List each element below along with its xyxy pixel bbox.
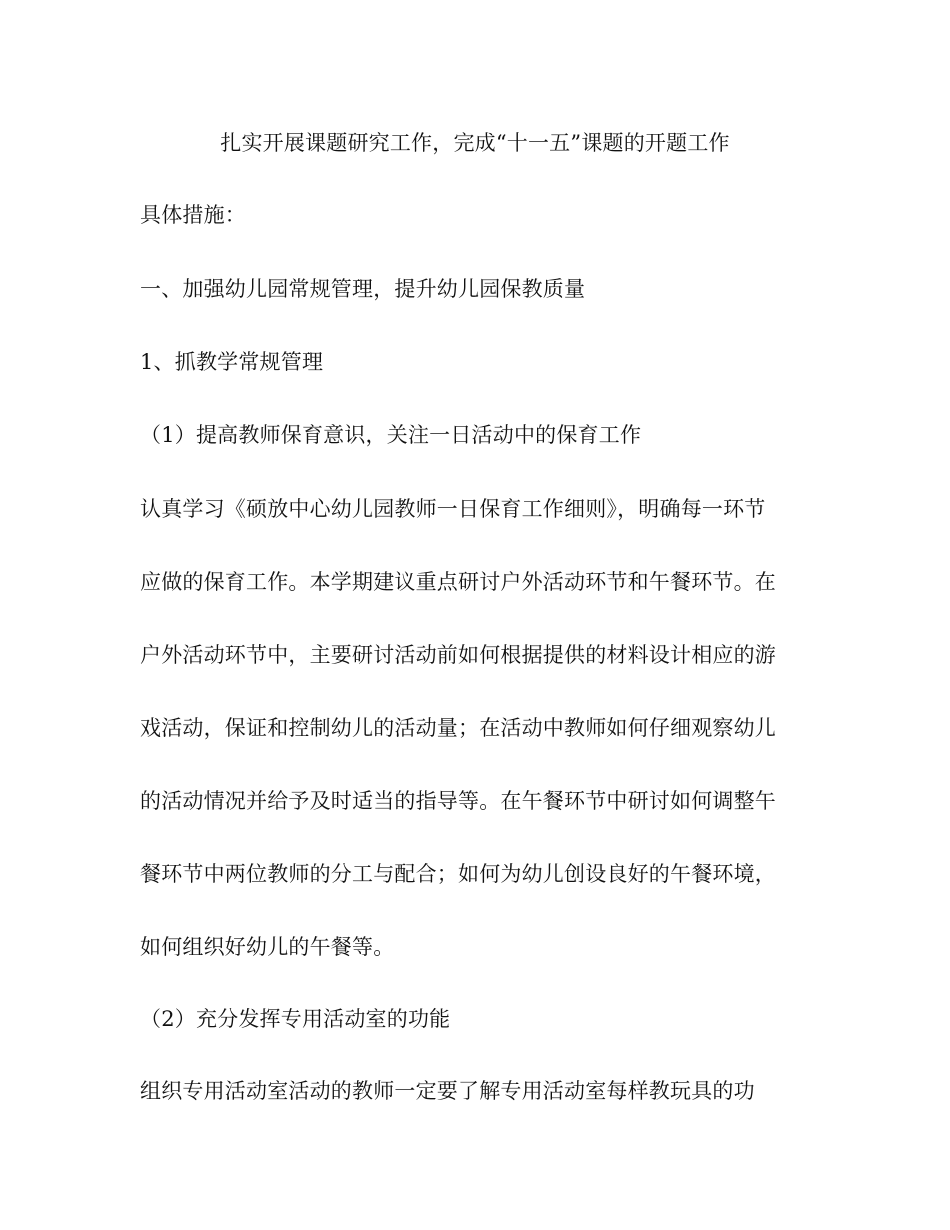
document-title: 扎实开展课题研究工作，完成“十一五”课题的开题工作 <box>220 131 730 155</box>
item-heading: （1）提高教师保育意识，关注一日活动中的保育工作 <box>140 423 642 447</box>
section-heading: 一、加强幼儿园常规管理，提升幼儿园保教质量 <box>140 277 586 301</box>
subsection-heading: 1、抓教学常规管理 <box>140 350 324 374</box>
text-line: 具体措施： <box>140 203 246 227</box>
paragraph-line: 户外活动环节中，主要研讨活动前如何根据提供的材料设计相应的游 <box>140 643 776 667</box>
paragraph-line: 应做的保育工作。本学期建议重点研讨户外活动环节和午餐环节。在 <box>140 570 776 594</box>
paragraph-line: 的活动情况并给予及时适当的指导等。在午餐环节中研讨如何调整午 <box>140 789 776 813</box>
paragraph-line: 餐环节中两位教师的分工与配合；如何为幼儿创设良好的午餐环境， <box>140 862 776 886</box>
paragraph-line: 戏活动，保证和控制幼儿的活动量；在活动中教师如何仔细观察幼儿 <box>140 716 776 740</box>
item-heading: （2）充分发挥专用活动室的功能 <box>140 1007 451 1031</box>
paragraph-line: 认真学习《硕放中心幼儿园教师一日保育工作细则》，明确每一环节 <box>140 497 766 521</box>
paragraph-line: 组织专用活动室活动的教师一定要了解专用活动室每样教玩具的功 <box>140 1079 755 1103</box>
paragraph-line: 如何组织好幼儿的午餐等。 <box>140 935 395 959</box>
